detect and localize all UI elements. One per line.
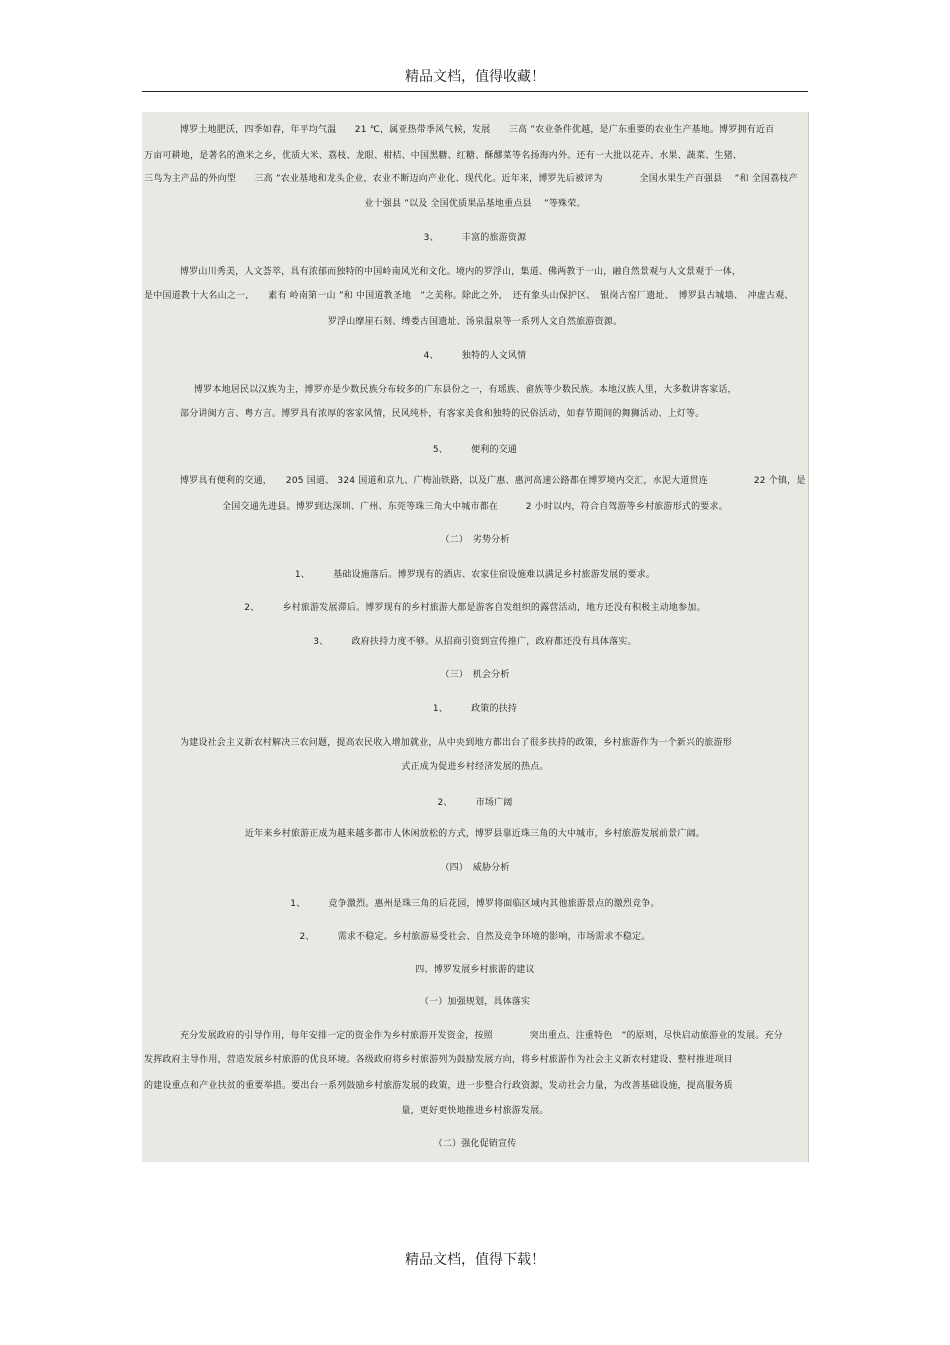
text-line: 发挥政府主导作用，营造发展乡村旅游的优良环境。各级政府将乡村旅游列为鼓励发展方向，将乡村旅游作为社会主义新农村建设、整村推进项目 [144,1055,733,1065]
text-line: 博罗土地肥沃，四季如春，年平均气温 21 ℃，属亚热带季风气候，发展 三高 ”农业条件优越，是广东重要的农业生产基地。博罗拥有近百 [180,125,775,135]
text-line: 式正成为促进乡村经济发展的热点。 [401,762,549,772]
section-heading: 2、 市场广阔 [437,798,513,808]
text-line: 1、 竞争激烈。惠州是珠三角的后花园，博罗将面临区域内其他旅游景点的激烈竞争。 [290,899,660,909]
section-heading: （二）强化促销宣传 [433,1139,517,1149]
text-line: 的建设重点和产业扶贫的重要举措。要出台一系列鼓励乡村旅游发展的政策，进一步整合行政资源，发动社会力量，为改善基础设施，提高服务质 [144,1081,733,1091]
text-line: 3、 政府扶持力度不够。从招商引资到宣传推广，政府都还没有具体落实。 [313,637,637,647]
text-line: 博罗具有便利的交通， 205 国道、 324 国道和京九、广梅汕铁路，以及广惠、惠河高速公路都在博罗境内交汇，水泥大道贯连 22 个镇，是 [180,476,806,486]
text-line: 是中国道教十大名山之一， 素有 岭南第一山 ”和 中国道教圣地 ”之美称。除此之外， 还有象头山保护区、 银岗古窑厂遗址、 博罗县古城墙、 冲虚古观、 [144,291,794,301]
section-heading: 四、博罗发展乡村旅游的建议 [415,965,535,975]
section-heading: （一）加强规划，具体落实 [419,997,531,1007]
text-line: 博罗山川秀美，人文荟萃，具有浓郁而独特的中国岭南风光和文化。境内的罗浮山，集道、佛两教于一山，融自然景观与人文景观于一体， [180,267,742,277]
document-body [142,112,809,1162]
section-heading: 4、 独特的人文风情 [423,351,527,361]
text-line: 为建设社会主义新农村解决三农问题，提高农民收入增加就业，从中央到地方都出台了很多扶持的政策，乡村旅游作为一个新兴的旅游形 [180,738,733,748]
page-header: 精品文档，值得收藏！ [405,69,545,85]
page-footer: 精品文档，值得下载！ [405,1252,545,1268]
text-line: 近年来乡村旅游正成为越来越多都市人休闲放松的方式，博罗县靠近珠三角的大中城市，乡村旅游发展前景广阔。 [244,829,705,839]
text-line: 业十强县 ”以及 全国优质果品基地重点县 ”等殊荣。 [364,199,586,209]
section-heading: （三） 机会分析 [440,670,510,680]
text-line: 量，更好更快地推进乡村旅游发展。 [401,1106,549,1116]
text-line: 2、 需求不稳定。乡村旅游易受社会、自然及竞争环境的影响，市场需求不稳定。 [299,932,651,942]
text-line: 博罗本地居民以汉族为主，博罗亦是少数民族分布较多的广东县份之一，有瑶族、畲族等少数民族。本地汉族人里，大多数讲客家话， [194,385,737,395]
section-heading: （四） 威胁分析 [440,863,510,873]
text-line: 充分发展政府的引导作用，每年安排一定的资金作为乡村旅游开发资金，按照 突出重点、注重特色 ”的原则，尽快启动旅游业的发展。充分 [180,1031,783,1041]
text-line: 2、 乡村旅游发展滞后。博罗现有的乡村旅游大都是游客自发组织的露营活动，地方还没有积极主动地参加。 [244,603,706,613]
section-heading: 5、 便利的交通 [432,445,518,455]
section-heading: 3、 丰富的旅游资源 [423,233,527,243]
text-line: 全国交通先进县。博罗到达深圳、广州、东莞等珠三角大中城市都在 2 小时以内，符合自驾游等乡村旅游形式的要求。 [222,502,728,512]
text-line: 1、 基础设施落后。博罗现有的酒店、农家住宿设施难以满足乡村旅游发展的要求。 [294,570,656,580]
header-rule [142,91,808,92]
text-line: 部分讲闽方言、粤方言。博罗具有浓厚的客家风情，民风纯朴，有客家美食和独特的民俗活动，如春节期间的舞狮活动、上灯等。 [180,409,705,419]
text-line: 罗浮山摩崖石刻、缚娄古国遗址、汤泉温泉等一系列人文自然旅游资源。 [327,317,623,327]
text-line: 万亩可耕地，是著名的渔米之乡，优质大米、荔枝、龙眼、柑桔、中国黑糖、红糖、酥醪菜等名扬海内外。还有一大批以花卉、水果、蔬菜、生猪、 [144,151,743,161]
text-line: 三鸟为主产品的外向型 三高 ”农业基地和龙头企业，农业不断迈向产业化、现代化。近年来，博罗先后被评为 全国水果生产百强县 ”和 全国荔枝产 [144,174,798,184]
section-heading: （二） 劣势分析 [440,535,510,545]
section-heading: 1、 政策的扶持 [432,704,518,714]
